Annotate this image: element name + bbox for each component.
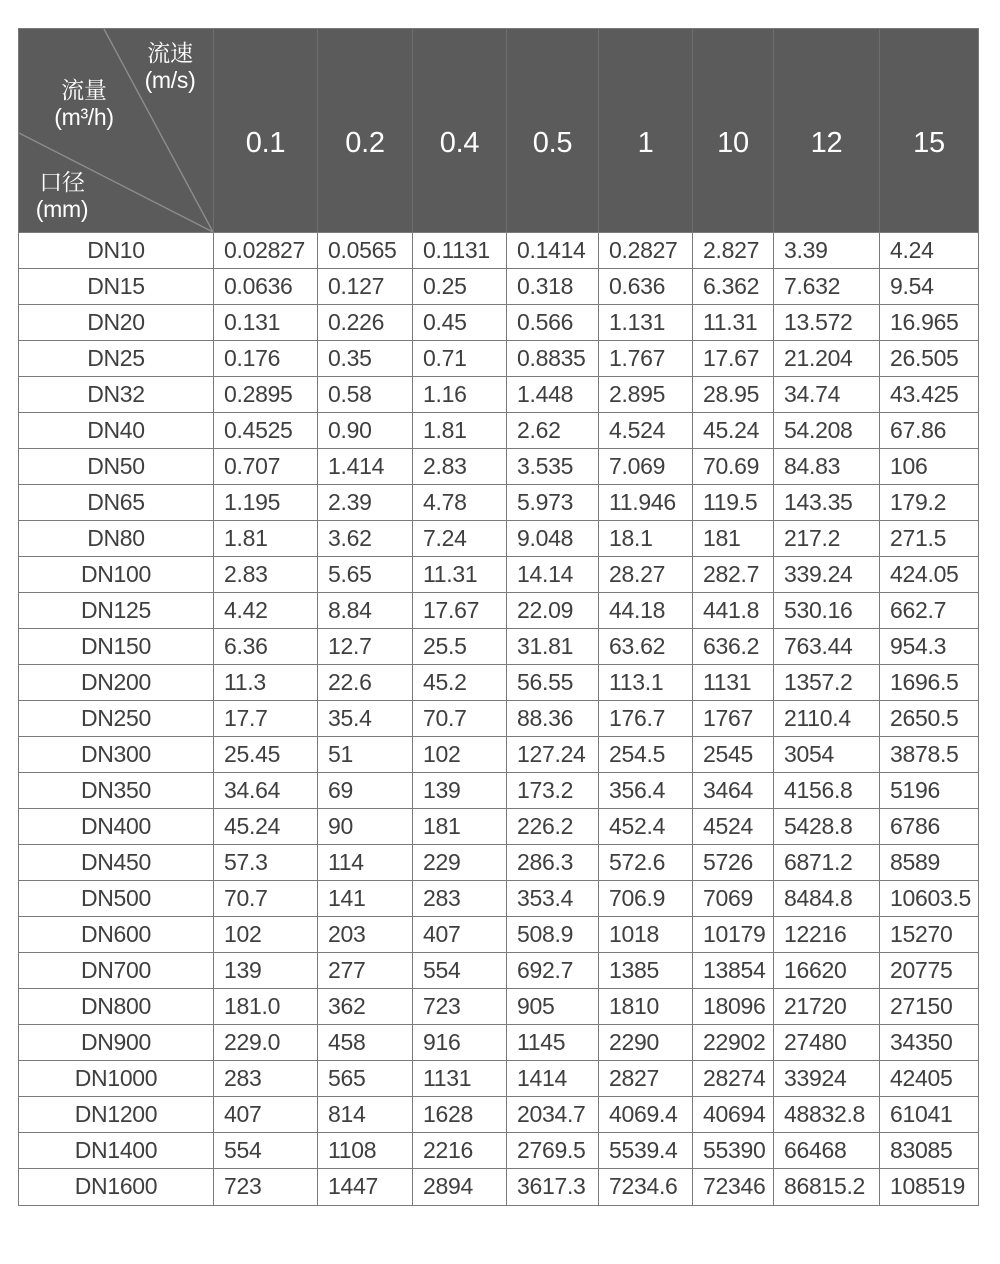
value-cell: 6786 (890, 813, 940, 839)
value-cell: 40694 (693, 1097, 774, 1132)
value-cell: 45.24 (214, 809, 318, 844)
value-cell: 7.632 (774, 269, 880, 304)
table-row (19, 845, 978, 881)
value-cell: 217.2 (774, 521, 880, 556)
table-row (19, 557, 978, 593)
value-cell: 1145 (507, 1025, 599, 1060)
value-cell: 0.636 (599, 269, 693, 304)
diameter-cell: DN1400 (19, 1133, 214, 1168)
value-cell: 203 (318, 917, 413, 952)
value-cell: 458 (318, 1025, 413, 1060)
value-cell: 55390 (693, 1133, 774, 1168)
value-cell: 26.505 (890, 345, 959, 371)
value-cell: 508.9 (507, 917, 599, 952)
value-cell: 21.204 (774, 341, 880, 376)
value-cell: 45.2 (413, 665, 507, 700)
value-cell: 0.1131 (413, 233, 507, 268)
value-cell: 530.16 (774, 593, 880, 628)
value-cell: 254.5 (599, 737, 693, 772)
value-cell: 905 (507, 989, 599, 1024)
value-cell: 10179 (693, 917, 774, 952)
value-cell: 0.127 (318, 269, 413, 304)
value-cell: 141 (318, 881, 413, 916)
value-cell: 2545 (693, 737, 774, 772)
diameter-cell: DN200 (19, 665, 214, 700)
value-cell: 0.707 (214, 449, 318, 484)
value-cell: 0.1414 (507, 233, 599, 268)
value-cell: 176.7 (599, 701, 693, 736)
value-cell: 4069.4 (599, 1097, 693, 1132)
value-cell: 1357.2 (774, 665, 880, 700)
value-cell: 1.81 (214, 521, 318, 556)
value-cell: 22.6 (318, 665, 413, 700)
value-cell: 5.973 (507, 485, 599, 520)
value-cell: 70.69 (693, 449, 774, 484)
value-cell: 31.81 (507, 629, 599, 664)
velocity-axis-label (132, 40, 208, 94)
value-cell: 0.176 (214, 341, 318, 376)
value-cell: 34.64 (214, 773, 318, 808)
value-cell: 356.4 (599, 773, 693, 808)
value-cell: 25.5 (413, 629, 507, 664)
value-cell: 179.2 (890, 489, 947, 515)
value-cell: 8.84 (318, 593, 413, 628)
table-row (19, 701, 978, 737)
value-cell: 5196 (890, 777, 940, 803)
value-cell: 6.362 (693, 269, 774, 304)
value-cell: 283 (214, 1061, 318, 1096)
diameter-cell: DN800 (19, 989, 214, 1024)
value-cell: 286.3 (507, 845, 599, 880)
value-cell: 43.425 (890, 381, 959, 407)
value-cell: 282.7 (693, 557, 774, 592)
table-row (19, 1133, 978, 1169)
value-cell: 5.65 (318, 557, 413, 592)
velocity-column-header: 12 (774, 29, 880, 232)
value-cell: 27150 (890, 993, 953, 1019)
diameter-cell: DN125 (19, 593, 214, 628)
velocity-column-header: 15 (913, 127, 945, 159)
value-cell: 814 (318, 1097, 413, 1132)
value-cell: 4.42 (214, 593, 318, 628)
value-cell: 0.226 (318, 305, 413, 340)
value-cell: 2894 (413, 1169, 507, 1205)
value-cell: 916 (413, 1025, 507, 1060)
value-cell: 1.767 (599, 341, 693, 376)
value-cell: 353.4 (507, 881, 599, 916)
value-cell: 452.4 (599, 809, 693, 844)
table-row (19, 377, 978, 413)
table-row (19, 593, 978, 629)
velocity-column-header: 0.5 (507, 29, 599, 232)
diameter-label-text: 口径 (39, 169, 85, 195)
value-cell: 61041 (890, 1101, 953, 1127)
value-cell: 1108 (318, 1133, 413, 1168)
value-cell: 1628 (413, 1097, 507, 1132)
flow-axis-label (39, 77, 129, 131)
value-cell: 3.535 (507, 449, 599, 484)
value-cell: 21720 (774, 989, 880, 1024)
value-cell: 636.2 (693, 629, 774, 664)
value-cell: 12.7 (318, 629, 413, 664)
value-cell: 0.131 (214, 305, 318, 340)
value-cell: 67.86 (890, 417, 947, 443)
diameter-cell: DN350 (19, 773, 214, 808)
value-cell: 4524 (693, 809, 774, 844)
table-row (19, 341, 978, 377)
value-cell: 1.414 (318, 449, 413, 484)
value-cell: 4.78 (413, 485, 507, 520)
diameter-cell: DN250 (19, 701, 214, 736)
table-row (19, 1061, 978, 1097)
value-cell: 763.44 (774, 629, 880, 664)
value-cell: 44.18 (599, 593, 693, 628)
diameter-cell: DN450 (19, 845, 214, 880)
value-cell: 0.8835 (507, 341, 599, 376)
value-cell: 11.31 (693, 305, 774, 340)
value-cell: 1.131 (599, 305, 693, 340)
value-cell: 2216 (413, 1133, 507, 1168)
value-cell: 0.566 (507, 305, 599, 340)
table-row (19, 449, 978, 485)
value-cell: 45.24 (693, 413, 774, 448)
table-row (19, 521, 978, 557)
value-cell: 0.02827 (214, 233, 318, 268)
velocity-unit-text: (m/s) (144, 67, 196, 93)
value-cell: 0.90 (318, 413, 413, 448)
value-cell: 277 (318, 953, 413, 988)
value-cell: 1696.5 (890, 669, 959, 695)
value-cell: 28.27 (599, 557, 693, 592)
table-row (19, 1097, 978, 1133)
value-cell: 662.7 (890, 597, 947, 623)
value-cell: 3878.5 (890, 741, 959, 767)
value-cell: 28.95 (693, 377, 774, 412)
value-cell: 3054 (774, 737, 880, 772)
value-cell: 572.6 (599, 845, 693, 880)
table-row (19, 809, 978, 845)
value-cell: 90 (318, 809, 413, 844)
value-cell: 119.5 (693, 485, 774, 520)
value-cell: 35.4 (318, 701, 413, 736)
value-cell: 10603.5 (890, 885, 972, 911)
value-cell: 48832.8 (774, 1097, 880, 1132)
value-cell: 0.0636 (214, 269, 318, 304)
value-cell: 5539.4 (599, 1133, 693, 1168)
value-cell: 114 (318, 845, 413, 880)
value-cell: 12216 (774, 917, 880, 952)
value-cell: 1385 (599, 953, 693, 988)
value-cell: 2.895 (599, 377, 693, 412)
value-cell: 69 (318, 773, 413, 808)
table-row (19, 1025, 978, 1061)
table-body (19, 233, 978, 1205)
value-cell: 16620 (774, 953, 880, 988)
value-cell: 0.318 (507, 269, 599, 304)
velocity-column-header: 1 (599, 29, 693, 232)
diameter-cell: DN25 (19, 341, 214, 376)
value-cell: 33924 (774, 1061, 880, 1096)
value-cell: 27480 (774, 1025, 880, 1060)
value-cell: 63.62 (599, 629, 693, 664)
flow-velocity-diameter-table (18, 28, 979, 1206)
velocity-column-header: 0.4 (413, 29, 507, 232)
diameter-cell: DN600 (19, 917, 214, 952)
value-cell: 3.62 (318, 521, 413, 556)
diameter-cell: DN700 (19, 953, 214, 988)
value-cell: 8589 (890, 849, 940, 875)
value-cell: 88.36 (507, 701, 599, 736)
diameter-cell: DN1200 (19, 1097, 214, 1132)
value-cell: 42405 (890, 1065, 953, 1091)
value-cell: 54.208 (774, 413, 880, 448)
diameter-cell: DN1600 (19, 1169, 214, 1205)
value-cell: 3.39 (774, 233, 880, 268)
value-cell: 4156.8 (774, 773, 880, 808)
value-cell: 22902 (693, 1025, 774, 1060)
diameter-cell: DN32 (19, 377, 214, 412)
value-cell: 5726 (693, 845, 774, 880)
diameter-cell: DN900 (19, 1025, 214, 1060)
value-cell: 9.54 (890, 273, 934, 299)
diameter-cell: DN40 (19, 413, 214, 448)
value-cell: 723 (413, 989, 507, 1024)
value-cell: 2.827 (693, 233, 774, 268)
value-cell: 13854 (693, 953, 774, 988)
diameter-cell: DN500 (19, 881, 214, 916)
table-row (19, 665, 978, 701)
value-cell: 1131 (693, 665, 774, 700)
value-cell: 0.58 (318, 377, 413, 412)
value-cell: 692.7 (507, 953, 599, 988)
table-row (19, 917, 978, 953)
value-cell: 8484.8 (774, 881, 880, 916)
diameter-cell: DN65 (19, 485, 214, 520)
table-row (19, 881, 978, 917)
value-cell: 407 (413, 917, 507, 952)
diameter-axis-label (20, 169, 104, 223)
value-cell: 0.25 (413, 269, 507, 304)
value-cell: 4.524 (599, 413, 693, 448)
value-cell: 2034.7 (507, 1097, 599, 1132)
value-cell: 229.0 (214, 1025, 318, 1060)
value-cell: 84.83 (774, 449, 880, 484)
value-cell: 2.62 (507, 413, 599, 448)
value-cell: 7069 (693, 881, 774, 916)
value-cell: 2769.5 (507, 1133, 599, 1168)
value-cell: 139 (214, 953, 318, 988)
value-cell: 34.74 (774, 377, 880, 412)
value-cell: 2.39 (318, 485, 413, 520)
value-cell: 2290 (599, 1025, 693, 1060)
value-cell: 1018 (599, 917, 693, 952)
value-cell: 127.24 (507, 737, 599, 772)
velocity-column-header: 0.2 (318, 29, 413, 232)
value-cell: 143.35 (774, 485, 880, 520)
value-cell: 102 (413, 737, 507, 772)
value-cell: 57.3 (214, 845, 318, 880)
value-cell: 173.2 (507, 773, 599, 808)
diameter-cell: DN100 (19, 557, 214, 592)
value-cell: 283 (413, 881, 507, 916)
diameter-cell: DN50 (19, 449, 214, 484)
value-cell: 70.7 (214, 881, 318, 916)
value-cell: 1.195 (214, 485, 318, 520)
value-cell: 2650.5 (890, 705, 959, 731)
flow-unit-text: (m³/h) (54, 104, 114, 130)
value-cell: 7.069 (599, 449, 693, 484)
value-cell: 17.7 (214, 701, 318, 736)
table-row (19, 413, 978, 449)
value-cell: 2.83 (413, 449, 507, 484)
value-cell: 339.24 (774, 557, 880, 592)
value-cell: 6.36 (214, 629, 318, 664)
table-row (19, 629, 978, 665)
value-cell: 7.24 (413, 521, 507, 556)
value-cell: 108519 (890, 1173, 965, 1199)
value-cell: 66468 (774, 1133, 880, 1168)
value-cell: 0.2895 (214, 377, 318, 412)
value-cell: 407 (214, 1097, 318, 1132)
diameter-unit-text: (mm) (35, 196, 89, 222)
diameter-cell: DN80 (19, 521, 214, 556)
value-cell: 16.965 (890, 309, 959, 335)
value-cell: 706.9 (599, 881, 693, 916)
value-cell: 13.572 (774, 305, 880, 340)
table-row (19, 737, 978, 773)
value-cell: 554 (214, 1133, 318, 1168)
value-cell: 226.2 (507, 809, 599, 844)
flow-label-text: 流量 (61, 77, 107, 103)
value-cell: 102 (214, 917, 318, 952)
value-cell: 20775 (890, 957, 953, 983)
diameter-cell: DN1000 (19, 1061, 214, 1096)
value-cell: 51 (318, 737, 413, 772)
diameter-cell: DN15 (19, 269, 214, 304)
value-cell: 56.55 (507, 665, 599, 700)
value-cell: 17.67 (693, 341, 774, 376)
value-cell: 1447 (318, 1169, 413, 1205)
value-cell: 22.09 (507, 593, 599, 628)
table-row (19, 1169, 978, 1205)
value-cell: 0.45 (413, 305, 507, 340)
value-cell: 4.24 (890, 237, 934, 263)
value-cell: 34350 (890, 1029, 953, 1055)
diameter-cell: DN20 (19, 305, 214, 340)
value-cell: 1.16 (413, 377, 507, 412)
value-cell: 17.67 (413, 593, 507, 628)
value-cell: 565 (318, 1061, 413, 1096)
diameter-cell: DN300 (19, 737, 214, 772)
table-row (19, 485, 978, 521)
value-cell: 72346 (693, 1169, 774, 1205)
diameter-cell: DN150 (19, 629, 214, 664)
value-cell: 181 (413, 809, 507, 844)
value-cell: 1131 (413, 1061, 507, 1096)
table-row (19, 989, 978, 1025)
value-cell: 554 (413, 953, 507, 988)
value-cell: 83085 (890, 1137, 953, 1163)
value-cell: 3617.3 (507, 1169, 599, 1205)
value-cell: 1810 (599, 989, 693, 1024)
value-cell: 14.14 (507, 557, 599, 592)
table-row (19, 773, 978, 809)
velocity-column-header: 0.1 (214, 29, 318, 232)
value-cell: 11.31 (413, 557, 507, 592)
value-cell: 139 (413, 773, 507, 808)
diameter-cell: DN10 (19, 233, 214, 268)
value-cell: 181 (693, 521, 774, 556)
value-cell: 18096 (693, 989, 774, 1024)
value-cell: 9.048 (507, 521, 599, 556)
value-cell: 1.81 (413, 413, 507, 448)
value-cell: 0.4525 (214, 413, 318, 448)
value-cell: 70.7 (413, 701, 507, 736)
value-cell: 229 (413, 845, 507, 880)
value-cell: 15270 (890, 921, 953, 947)
table-row (19, 269, 978, 305)
value-cell: 7234.6 (599, 1169, 693, 1205)
value-cell: 113.1 (599, 665, 693, 700)
value-cell: 2827 (599, 1061, 693, 1096)
table-row (19, 953, 978, 989)
value-cell: 86815.2 (774, 1169, 880, 1205)
value-cell: 1.448 (507, 377, 599, 412)
value-cell: 2110.4 (774, 701, 880, 736)
value-cell: 1767 (693, 701, 774, 736)
value-cell: 441.8 (693, 593, 774, 628)
value-cell: 18.1 (599, 521, 693, 556)
velocity-column-header: 10 (693, 29, 774, 232)
velocity-label-text: 流速 (147, 40, 193, 66)
corner-cell (19, 29, 214, 232)
value-cell: 5428.8 (774, 809, 880, 844)
value-cell: 28274 (693, 1061, 774, 1096)
value-cell: 11.946 (599, 485, 693, 520)
value-cell: 723 (214, 1169, 318, 1205)
value-cell: 11.3 (214, 665, 318, 700)
diameter-cell: DN400 (19, 809, 214, 844)
value-cell: 6871.2 (774, 845, 880, 880)
table-header (19, 29, 978, 233)
value-cell: 424.05 (890, 561, 959, 587)
value-cell: 954.3 (890, 633, 947, 659)
value-cell: 25.45 (214, 737, 318, 772)
table-row (19, 233, 978, 269)
table-row (19, 305, 978, 341)
value-cell: 106 (890, 453, 928, 479)
value-cell: 0.0565 (318, 233, 413, 268)
value-cell: 0.71 (413, 341, 507, 376)
value-cell: 1414 (507, 1061, 599, 1096)
value-cell: 271.5 (890, 525, 947, 551)
value-cell: 0.2827 (599, 233, 693, 268)
value-cell: 3464 (693, 773, 774, 808)
value-cell: 362 (318, 989, 413, 1024)
value-cell: 181.0 (214, 989, 318, 1024)
value-cell: 0.35 (318, 341, 413, 376)
value-cell: 2.83 (214, 557, 318, 592)
